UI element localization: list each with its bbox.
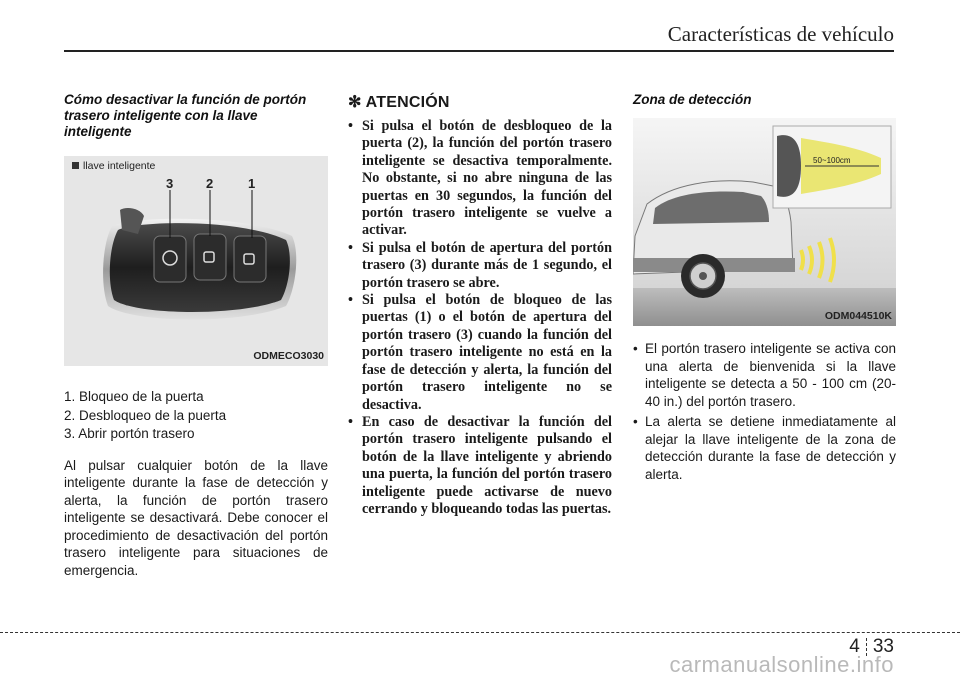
list-item: 1. Bloqueo de la puerta [64, 389, 204, 404]
callout-1: 1 [248, 176, 256, 191]
attention-item: • En caso de desactivar la función del portón trasero inteligente pulsando el botón de la llave inteligente y abriendo una puerta, la función del portón trasero inteligente puede activarse de nuevo cerrando y bloqueando todas las puertas. [348, 413, 612, 517]
column-left [64, 92, 328, 579]
footer-rule [0, 632, 960, 633]
smart-key-illustration [64, 156, 328, 366]
bullet-icon: • [633, 341, 638, 356]
attention-item: • Si pulsa el botón de apertura del portón trasero (3) durante más de 1 segundo, el portón trasero se abre. [348, 239, 612, 291]
distance-label: 50~100cm [813, 156, 851, 165]
bullet-icon: • [348, 292, 353, 309]
watermark: carmanualsonline.info [669, 652, 894, 677]
detection-zone-illustration [633, 118, 896, 326]
figure-code: ODMECO3030 [253, 350, 324, 362]
list-item: • El portón trasero inteligente se activa con una alerta de bienvenida si la llave inteligente se detecta a 50 - 100 cm (20-40 in.) del portón trasero. [633, 341, 896, 409]
attention-item: • Si pulsa el botón de desbloqueo de la puerta (2), la función del portón trasero inteligente se desactiva temporalmente. No obstante, si no abre ninguna de las puertas en 30 segundos, la función del portón trasero inteligente se vuelve a activar. [348, 118, 612, 239]
body-paragraph: Al pulsar cualquier botón de la llave inteligente durante la fase de detección y alerta, la función de portón trasero inteligente se desactivará. Debe conocer el procedimiento de desactivación del portón trasero inteligente para situaciones de emergencia. [64, 457, 328, 578]
attention-item: • Si pulsa el botón de bloqueo de las puertas (1) o el botón de apertura del portón trasero (3) cuando la función del portón trasero inteligente no está en la fase de detección y alerta, la función del portón trasero inteligente no se desactiva. [348, 292, 612, 413]
chapter-number: 4 [849, 636, 860, 657]
bullet-icon: • [633, 414, 638, 429]
figure-code: ODM044510K [824, 310, 892, 322]
bullet-icon: • [348, 239, 353, 256]
section-subheading: Zona de detección [633, 92, 752, 107]
list-item: 3. Abrir portón trasero [64, 426, 195, 441]
header-rule [64, 50, 894, 52]
button-list [64, 388, 328, 443]
figure-label-text: llave inteligente [83, 160, 156, 172]
detection-list [633, 340, 896, 483]
attention-icon: ✻ [348, 94, 366, 111]
page-index: 33 [872, 636, 894, 657]
bullet-icon: • [348, 413, 353, 430]
bullet-icon: • [348, 118, 353, 134]
attention-title-text: ATENCIÓN [365, 94, 450, 111]
smart-key-figure [64, 156, 328, 366]
column-middle [348, 92, 612, 518]
callout-3: 3 [166, 176, 174, 191]
detection-zone-figure [633, 118, 896, 326]
section-subheading: Cómo desactivar la función de portón trasero inteligente con la llave inteligente [64, 92, 307, 139]
list-item: 2. Desbloqueo de la puerta [64, 407, 227, 423]
callout-2: 2 [206, 176, 214, 191]
attention-list [348, 118, 612, 518]
list-item: • La alerta se detiene inmediatamente al alejar la llave inteligente de la zona de detección durante la fase de detección y alerta. [633, 414, 896, 482]
header-title: Características de vehículo [667, 22, 894, 46]
column-right [633, 92, 896, 486]
attention-heading [348, 92, 612, 112]
